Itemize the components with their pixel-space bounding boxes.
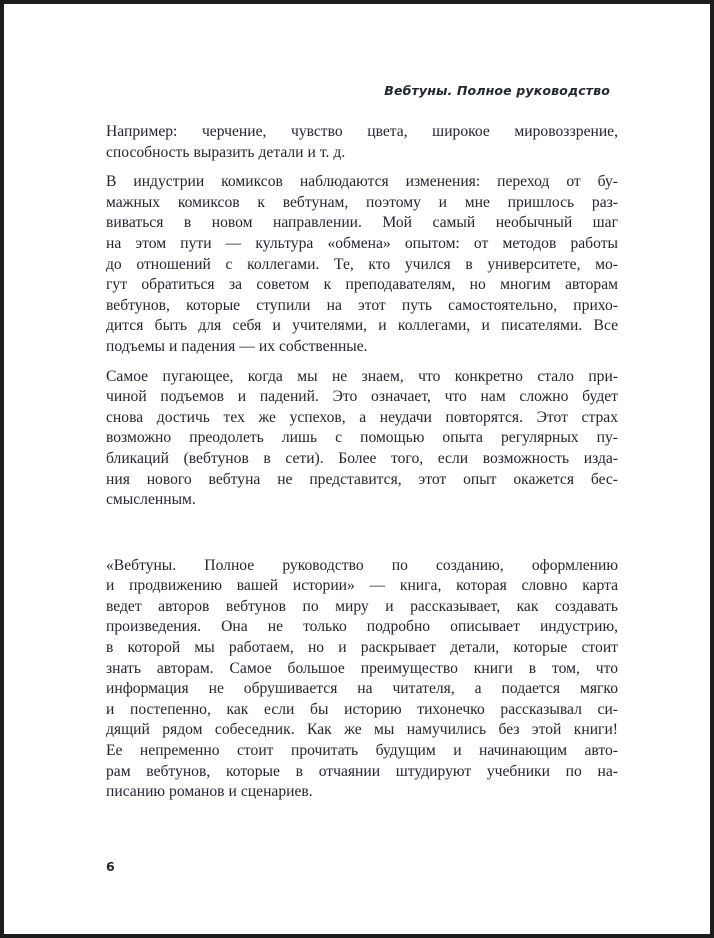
text-line: информация не обрушивается на читателя, а подается мягко (106, 680, 618, 698)
text-line: в которой мы работаем, но и раскрывает детали, которые стоит (106, 639, 618, 657)
text-line: возможно преодолеть лишь с помощью опыта регулярных пу- (106, 429, 618, 447)
page-text-body (106, 122, 618, 803)
text-line: рам вебтунов, которые в отчаянии штудируют учебники по на- (106, 762, 618, 780)
text-line: и продвижению вашей истории» — книга, которая словно карта (106, 577, 618, 595)
text-line: гут обратиться за советом к преподавателям, но многим авторам (106, 276, 618, 294)
text-line: способность выразить детали и т. д. (106, 143, 346, 161)
text-line: подъемы и падения — их собственные. (106, 337, 368, 355)
text-line: виваться в новом направлении. Мой самый необычный шаг (106, 214, 618, 232)
paragraph-3 (106, 367, 618, 511)
book-page (4, 4, 710, 934)
paragraph-4 (106, 556, 618, 803)
text-line: вебтунов, которые ступили на этот путь самостоятельно, прихо- (106, 296, 618, 314)
text-line: смысленным. (106, 491, 196, 509)
text-line: бликаций (вебтунов в сети). Более того, если возможность изда- (106, 449, 618, 467)
text-line: «Вебтуны. Полное руководство по созданию, оформлению (106, 556, 618, 574)
text-line: снова достичь тех же успехов, а неудачи повторятся. Этот страх (106, 408, 618, 426)
running-header: Вебтуны. Полное руководство (384, 83, 610, 98)
text-line: произведения. Она не только подробно описывает индустрию, (106, 618, 618, 636)
text-line: ведет авторов вебтунов по миру и рассказывает, как создавать (106, 597, 618, 615)
text-line: В индустрии комиксов наблюдаются изменения: переход от бу- (106, 173, 618, 191)
paragraph-1 (106, 122, 618, 163)
text-line: знать авторам. Самое большое преимущество книги в том, что (106, 659, 618, 677)
text-line: Например: черчение, чувство цвета, широкое мировоззрение, (106, 123, 618, 140)
text-line: писанию романов и сценариев. (106, 783, 313, 801)
text-line: Ее непременно стоит прочитать будущим и начинающим авто- (106, 742, 618, 760)
text-line: мажных комиксов к вебтунам, поэтому и мне пришлось раз- (106, 193, 618, 211)
text-line: до отношений с коллегами. Те, кто учился в университете, мо- (106, 255, 618, 273)
text-line: Самое пугающее, когда мы не знаем, что конкретно стало при- (106, 367, 618, 385)
text-line: ния нового вебтуна не представится, этот опыт окажется бес- (106, 470, 618, 488)
text-line: дящий рядом собеседник. Как же мы намучились без этой книги! (106, 721, 618, 739)
paragraph-2 (106, 172, 618, 357)
text-line: на этом пути — культура «обмена» опытом: от методов работы (106, 234, 618, 252)
page-number: 6 (106, 859, 115, 874)
text-line: и постепенно, как если бы историю тихонечко рассказывал си- (106, 700, 618, 718)
text-line: дится быть для себя и учителями, и коллегами, и писателями. Все (106, 317, 618, 335)
text-line: чиной подъемов и падений. Это означает, что нам сложно будет (106, 388, 618, 406)
